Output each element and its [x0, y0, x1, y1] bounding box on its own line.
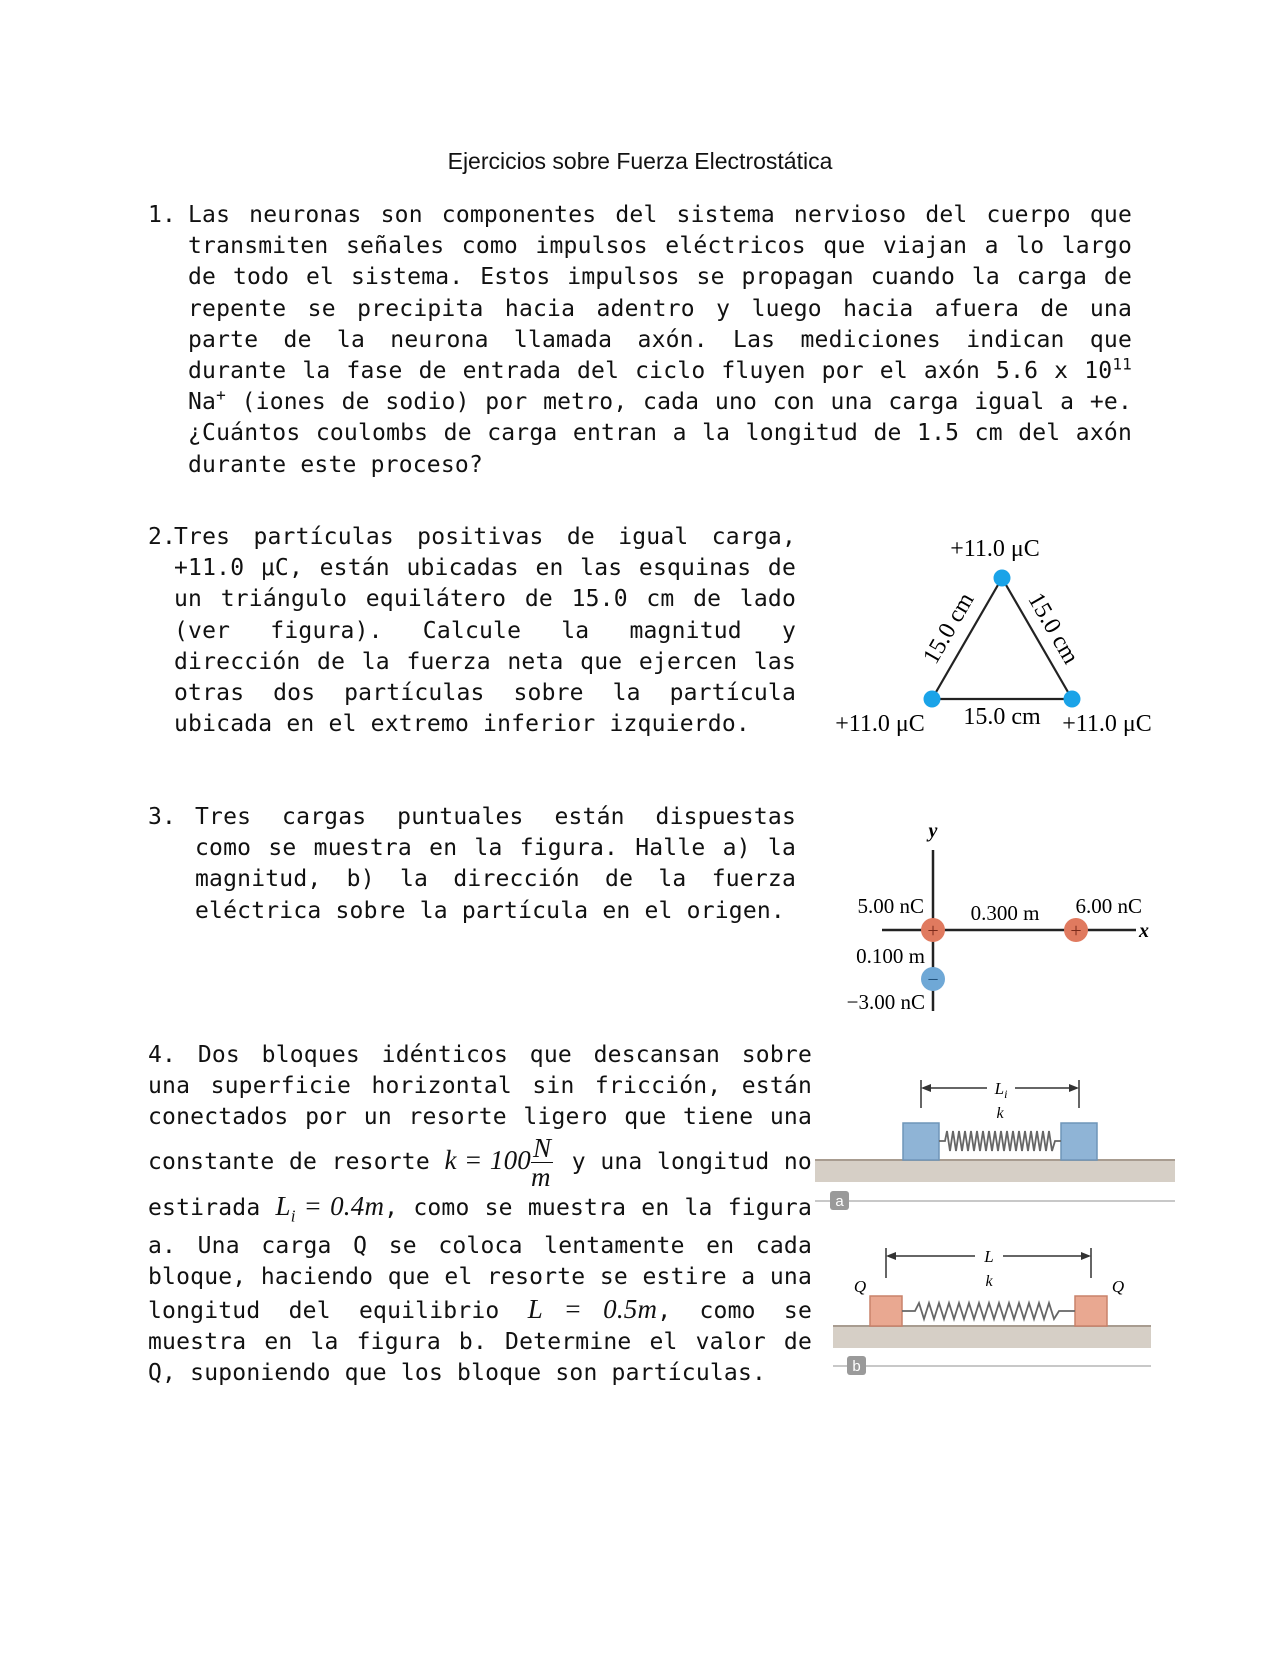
distance-x-label: 0.300 m [970, 901, 1040, 925]
problem-2 [148, 522, 796, 740]
problem-text: Las neuronas son componentes del sistema nervioso del cuerpo que transmiten señales como impulsos eléctricos que viajan a lo largo de todo el sistema. Estos impulsos se propagan cuando la carga de repente se precipita hacia adentro y luego hacia afuera de una parte de la neurona llamada axón. Las mediciones indican que durante la fase de entrada del ciclo fluyen por el axón 5.6 x $10^{11}$ Na+ (iones de sodio) por metro, cada uno con una carga igual a +e. ¿Cuántos coulombs de carga entran a la longitud de 1.5 cm del axón durante este proceso? [188, 202, 1132, 478]
charge-q-right: Q [1111, 1277, 1125, 1296]
problem-number: 2. [148, 524, 177, 550]
side-right-label: 15.0 cm [1022, 588, 1084, 669]
problem-4 [148, 1040, 812, 1389]
block-b-right [1075, 1296, 1107, 1326]
charge-x-label: 6.00 nC [1075, 894, 1142, 918]
distance-y-label: 0.100 m [856, 944, 925, 968]
problem-number: 1. [148, 202, 177, 228]
charge-top [994, 570, 1011, 587]
spring-a-label: k [996, 1105, 1004, 1122]
charge-right-label: +11.0 μC [1062, 711, 1152, 737]
point-charges-figure [830, 815, 1170, 1015]
triangle-figure [815, 528, 1155, 758]
unstretched-length: $L_i = 0.4m$ [275, 1190, 385, 1225]
plus-sign: + [927, 920, 939, 942]
block-a-right [1061, 1123, 1097, 1160]
ion-charge: + [216, 385, 226, 405]
figure-a-label: a [835, 1193, 844, 1210]
charge-top-label: +11.0 μC [950, 536, 1040, 562]
charge-bottom-left [924, 691, 941, 708]
charge-bottom-right [1064, 691, 1081, 708]
units-fraction: $\frac{N}{m}$ [531, 1132, 552, 1192]
block-b-left [870, 1296, 902, 1326]
charge-q-left: Q [853, 1277, 867, 1296]
y-axis-label: y [928, 820, 938, 842]
spring-a [939, 1131, 1061, 1151]
length-b-label: L [984, 1247, 994, 1266]
figure-b-label: b [852, 1358, 861, 1375]
plus-sign: + [1070, 920, 1082, 942]
problem-text: Tres partículas positivas de igual carga, +11.0 μC, están ubicadas en las esquinas de un triángulo equilátero de 15.0 cm de lado (ver figura). Calcule la magnitud y dirección de la fuerza neta que ejercen las otras dos partículas sobre la partícula ubicada en el extremo inferior izquierdo. [174, 524, 796, 738]
spring-b [902, 1303, 1075, 1319]
x-axis-label: x [1139, 920, 1149, 942]
problem-number: 4. [148, 1042, 177, 1068]
surface-b [833, 1326, 1151, 1348]
spring-blocks-figure [815, 1070, 1195, 1410]
problem-text: 4. Dos bloques idénticos que descansan sobre una superficie horizontal sin fricción, están conectados por un resorte ligero que tiene una constante de resorte k = 100 $\frac{N}{m}$ y una longitud no estirada $L_i = 0.4m$, como se muestra en la figura a. Una carga Q se coloca lentamente en cada bloque, haciendo que el resorte se estire a una longitud del equilibrio L = 0.5m, como se muestra en la figura b. Determine el valor de Q, suponiendo que los bloque son partículas. [148, 1042, 812, 1387]
problem-text: Tres cargas puntuales están dispuestas como se muestra en la figura. Halle a) la magnitud, b) la dirección de la fuerza eléctrica sobre la partícula en el origen. [195, 804, 796, 924]
problem-1 [148, 200, 1132, 481]
charge-left-label: +11.0 μC [835, 711, 925, 737]
spring-b-label: k [985, 1273, 993, 1290]
side-left-label: 15.0 cm [918, 588, 980, 669]
spring-constant: k = 100 [444, 1144, 531, 1175]
block-a-left [903, 1123, 939, 1160]
problem-3 [148, 802, 796, 927]
exponent: 11 [1112, 354, 1132, 374]
page-title: Ejercicios sobre Fuerza Electrostática [447, 148, 833, 174]
charge-y-label: −3.00 nC [846, 990, 925, 1014]
equilibrium-length: L = 0.5m [527, 1293, 658, 1324]
surface-a [815, 1160, 1175, 1182]
minus-sign: − [927, 969, 939, 991]
length-a-label: $L_i$ [994, 1079, 1008, 1101]
side-bottom-label: 15.0 cm [963, 704, 1041, 730]
problem-number: 3. [148, 804, 177, 830]
charge-origin-label: 5.00 nC [857, 894, 924, 918]
